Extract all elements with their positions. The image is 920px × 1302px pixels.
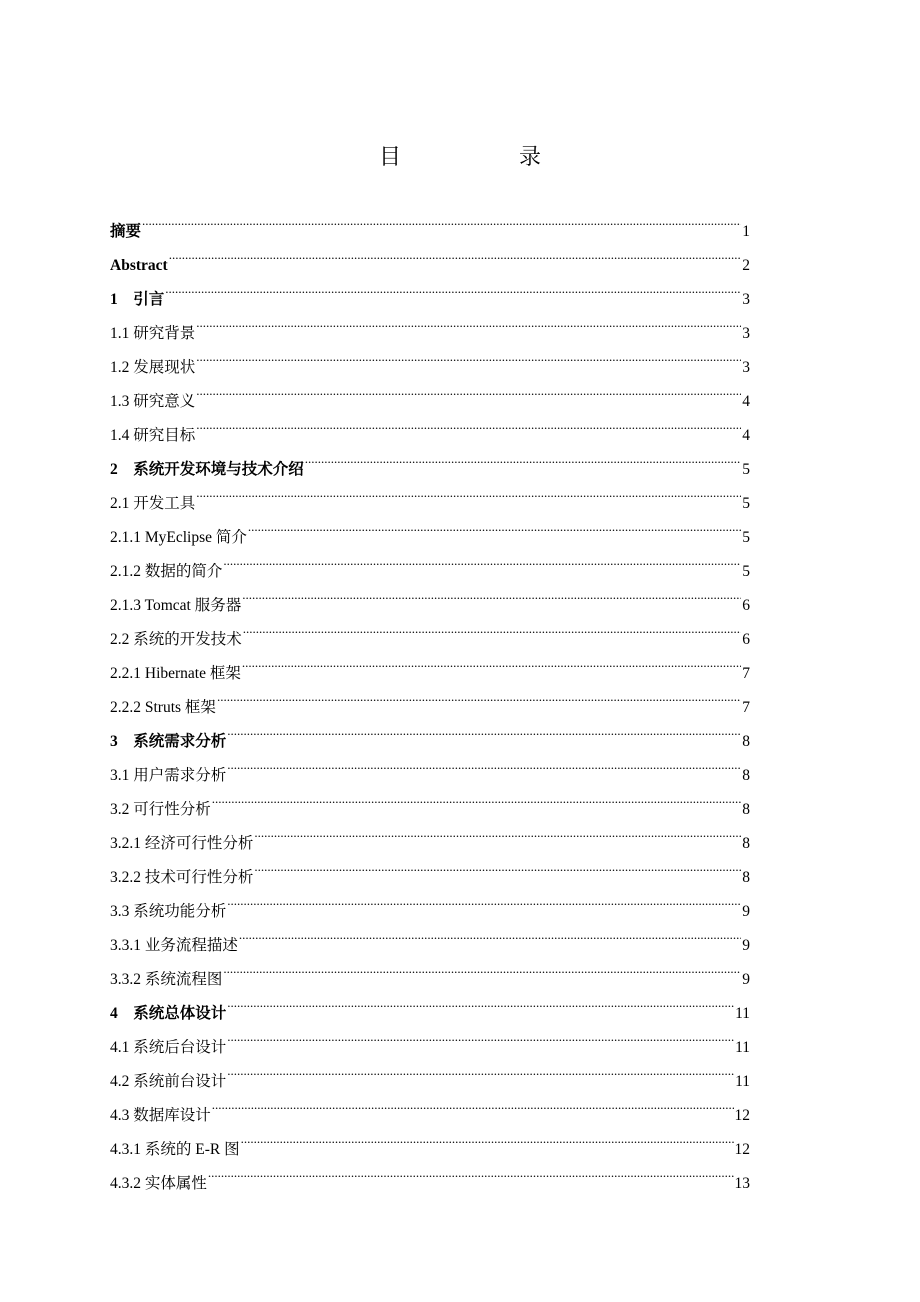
toc-entry — [110, 236, 750, 274]
toc-entry-label: 2.2.2 Struts 框架 — [110, 699, 216, 716]
toc-entry-page-number: 9 — [742, 937, 750, 954]
toc-entry-label: 3 系统需求分析 — [110, 733, 227, 750]
toc-dot-leader — [227, 882, 741, 916]
toc-entry — [110, 440, 750, 478]
toc-entry-label: 2.1.1 MyEclipse 简介 — [110, 529, 247, 546]
toc-entry-label: 4.3 数据库设计 — [110, 1107, 211, 1124]
toc-entry-label: 3.3.2 系统流程图 — [110, 971, 223, 988]
toc-dot-leader — [142, 202, 741, 236]
toc-entry-label: 2 系统开发环境与技术介绍 — [110, 461, 304, 478]
toc-entry-label: 1.1 研究背景 — [110, 325, 196, 342]
toc-entry-label: 摘要 — [110, 223, 142, 240]
toc-entry-page-number: 8 — [742, 801, 750, 818]
toc-entry-page-number: 6 — [742, 631, 750, 648]
toc-entry-label: 3.1 用户需求分析 — [110, 767, 227, 784]
toc-dot-leader — [227, 984, 734, 1018]
toc-entry — [110, 202, 750, 240]
toc-entry-page-number: 3 — [742, 359, 750, 376]
toc-dot-leader — [243, 610, 741, 644]
toc-entry-label: 2.2.1 Hibernate 框架 — [110, 665, 241, 682]
toc-entry — [110, 508, 750, 546]
toc-entry-page-number: 1 — [742, 223, 750, 240]
toc-entry — [110, 304, 750, 342]
toc-entry-label: 4.3.2 实体属性 — [110, 1175, 207, 1192]
toc-dot-leader — [208, 1154, 734, 1188]
toc-entry-label: 2.2 系统的开发技术 — [110, 631, 242, 648]
toc-dot-leader — [196, 406, 741, 440]
toc-entry — [110, 270, 750, 308]
toc-entry-label: 2.1.2 数据的简介 — [110, 563, 223, 580]
toc-entry-page-number: 5 — [742, 529, 750, 546]
toc-dot-leader — [227, 1018, 734, 1052]
toc-dot-leader — [239, 916, 741, 950]
toc-dot-leader — [212, 780, 741, 814]
toc-entry-label: 3.2.2 技术可行性分析 — [110, 869, 254, 886]
toc-entry-label: 1.3 研究意义 — [110, 393, 196, 410]
toc-dot-leader — [254, 814, 741, 848]
toc-dot-leader — [242, 576, 741, 610]
toc-entry — [110, 474, 750, 512]
toc-entry-label: 3.3 系统功能分析 — [110, 903, 227, 920]
toc-dot-leader — [254, 848, 741, 882]
toc-entry-label: 3.2.1 经济可行性分析 — [110, 835, 254, 852]
toc-dot-leader — [169, 236, 741, 270]
toc-entry-label: 4.1 系统后台设计 — [110, 1039, 227, 1056]
toc-entry-page-number: 3 — [742, 291, 750, 308]
toc-dot-leader — [248, 508, 741, 542]
toc-entry-page-number: 2 — [742, 257, 750, 274]
toc-entry-page-number: 8 — [742, 733, 750, 750]
toc-dot-leader — [227, 712, 741, 746]
toc-entry-page-number: 12 — [734, 1107, 750, 1124]
toc-dot-leader — [223, 542, 741, 576]
toc-entry-page-number: 11 — [735, 1039, 750, 1056]
toc-entry-page-number: 8 — [742, 869, 750, 886]
toc-dot-leader — [227, 1052, 734, 1086]
toc-entry-label: 2.1.3 Tomcat 服务器 — [110, 597, 242, 614]
toc-dot-leader — [227, 746, 741, 780]
toc-dot-leader — [212, 1086, 734, 1120]
toc-entry-page-number: 11 — [735, 1005, 750, 1022]
toc-entry-label: Abstract — [110, 257, 168, 274]
toc-dot-leader — [217, 678, 741, 712]
toc-entry-page-number: 12 — [734, 1141, 750, 1158]
toc-entry-page-number: 3 — [742, 325, 750, 342]
toc-dot-leader — [241, 1120, 734, 1154]
toc-entry — [110, 338, 750, 376]
toc-dot-leader — [242, 644, 741, 678]
toc-entry-label: 1.2 发展现状 — [110, 359, 196, 376]
toc-entry-page-number: 9 — [742, 971, 750, 988]
toc-entry-label: 3.3.1 业务流程描述 — [110, 937, 238, 954]
toc-entry-label: 1.4 研究目标 — [110, 427, 196, 444]
toc-entry-page-number: 4 — [742, 427, 750, 444]
toc-dot-leader — [196, 372, 741, 406]
toc-entry-page-number: 5 — [742, 563, 750, 580]
toc-entry-page-number: 7 — [742, 699, 750, 716]
toc-entry-page-number: 11 — [735, 1073, 750, 1090]
toc-entry-label: 3.2 可行性分析 — [110, 801, 211, 818]
toc-entry-page-number: 5 — [742, 461, 750, 478]
toc-dot-leader — [305, 440, 741, 474]
toc-entry-page-number: 5 — [742, 495, 750, 512]
toc-entry-label: 4 系统总体设计 — [110, 1005, 227, 1022]
toc-dot-leader — [196, 474, 741, 508]
toc-entry-label: 4.3.1 系统的 E-R 图 — [110, 1141, 240, 1158]
toc-entry — [110, 406, 750, 444]
toc-entry-label: 2.1 开发工具 — [110, 495, 196, 512]
toc-entry-page-number: 8 — [742, 767, 750, 784]
toc-entry-label: 1 引言 — [110, 291, 165, 308]
toc-entry-page-number: 7 — [742, 665, 750, 682]
toc-dot-leader — [196, 338, 741, 372]
toc-list — [110, 202, 750, 1192]
toc-dot-leader — [196, 304, 741, 338]
toc-entry-page-number: 8 — [742, 835, 750, 852]
toc-entry-page-number: 6 — [742, 597, 750, 614]
toc-dot-leader — [165, 270, 741, 304]
toc-entry — [110, 372, 750, 410]
toc-dot-leader — [223, 950, 741, 984]
toc-entry-page-number: 13 — [734, 1175, 750, 1192]
toc-entry-page-number: 4 — [742, 393, 750, 410]
toc-entry-label: 4.2 系统前台设计 — [110, 1073, 227, 1090]
toc-title: 目 录 — [378, 145, 589, 170]
toc-entry-page-number: 9 — [742, 903, 750, 920]
